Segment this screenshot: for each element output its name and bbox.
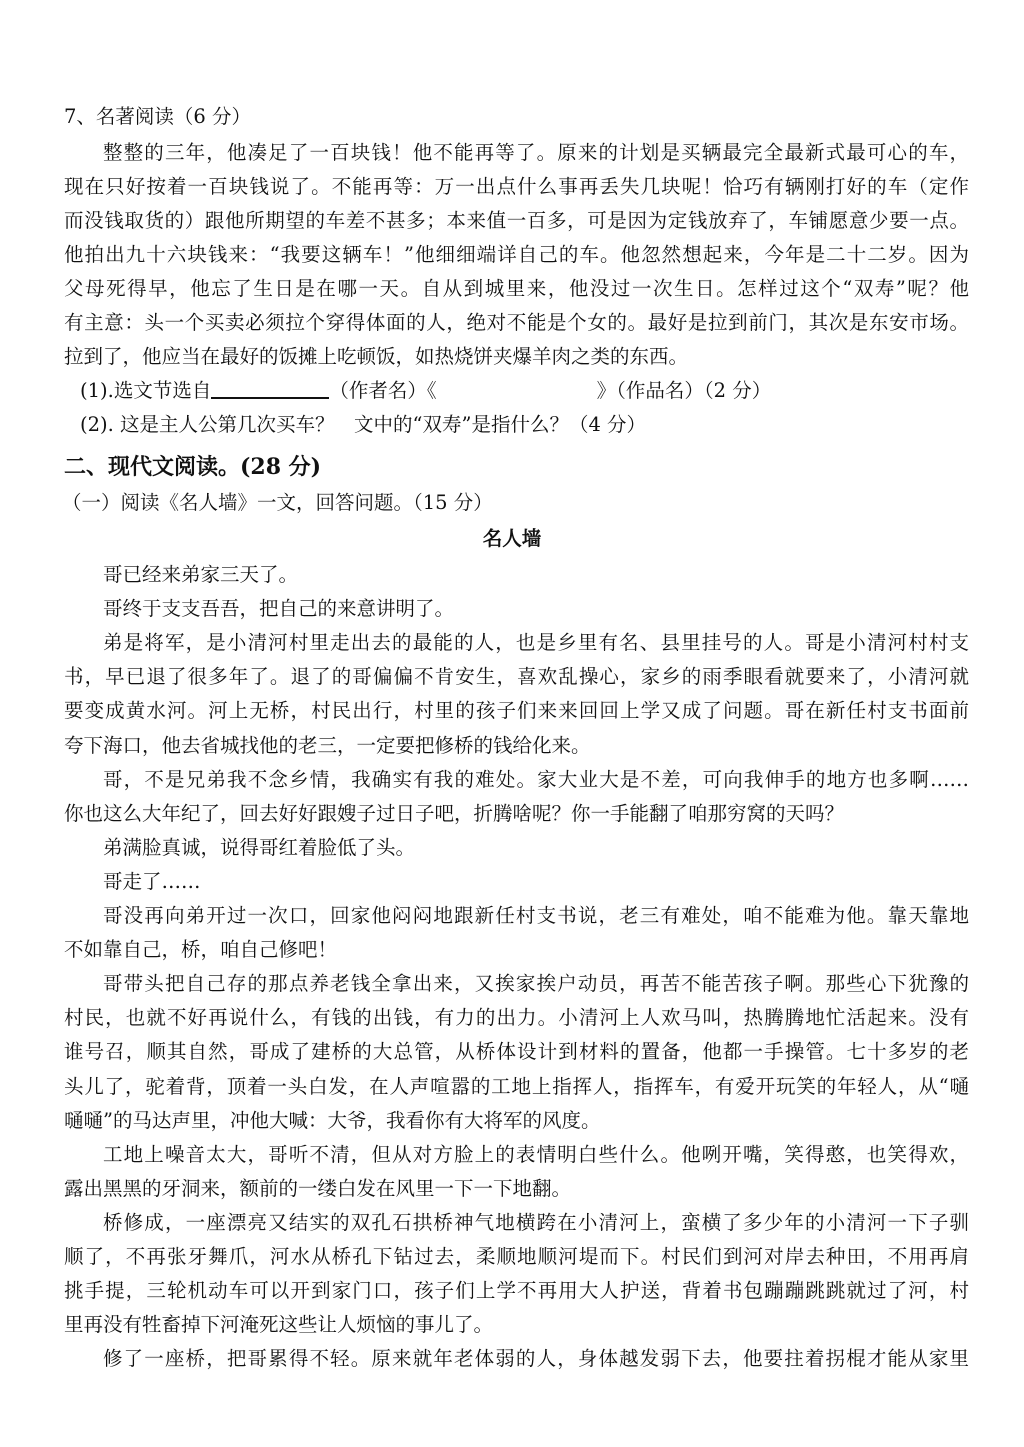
section-heading: 二、现代文阅读。(28 分) (64, 454, 322, 480)
passage-line: 现在只好按着一百块钱说了。不能再等：万一出点什么事再丢失几块呢！恰巧有辆刚打好的车（定作 (64, 175, 969, 198)
sub-question-2: (2). 这是主人公第几次买车？ 文中的“双寿”是指什么？（4 分） (80, 413, 647, 436)
sub-question-1-suffix: 》（作品名）（2 分） (596, 379, 772, 402)
story-line: 哥终于支支吾吾，把自己的来意讲明了。 (103, 597, 455, 621)
sub-question-1-middle: （作者名）《 (329, 379, 437, 402)
story-line: 谁号召，顺其自然，哥成了建桥的大总管，从桥体设计到材料的置备，他都一手操管。七十多岁的老 (64, 1040, 969, 1064)
story-line: 工地上噪音太大，哥听不清，但从对方脸上的表情明白些什么。他咧开嘴，笑得憨，也笑得欢， (103, 1142, 969, 1166)
passage-line: 他拍出九十六块钱来：“我要这辆车！”他细细端详自己的车。他忽然想起来，今年是二十二岁。因为 (64, 243, 969, 266)
passage-line: 父母死得早，他忘了生日是在哪一天。自从到城里来，他没过一次生日。怎样过这个“双寿”呢？他 (64, 277, 969, 300)
story-line: 不如靠自己，桥，咱自己修吧！ (64, 938, 338, 962)
story-line: 哥已经来弟家三天了。 (103, 563, 299, 586)
story-line: 书，早已退了很多年了。退了的哥偏偏不肯安生，喜欢乱操心，家乡的雨季眼看就要来了，小清河就 (64, 665, 969, 689)
author-answer-blank[interactable] (211, 377, 329, 399)
story-line: 弟是将军，是小清河村里走出去的最能的人，也是乡里有名、县里挂号的人。哥是小清河村村支 (103, 631, 969, 655)
story-line: 弟满脸真诚，说得哥红着脸低了头。 (103, 835, 416, 859)
story-line: 头儿了，驼着背，顶着一头白发，在人声喧嚣的工地上指挥人，指挥车，有爱开玩笑的年轻人，从“嗵 (64, 1074, 969, 1098)
story-line: 露出黑黑的牙洞来，额前的一缕白发在风里一下一下地翻。 (64, 1176, 572, 1200)
passage-line: 有主意：头一个买卖必须拉个穿得体面的人，绝对不能是个女的。最好是拉到前门，其次是东安市场。 (64, 311, 969, 334)
story-line: 你也这么大年纪了，回去好好跟嫂子过日子吧，折腾啥呢？你一手能翻了咱那穷窝的天吗？ (64, 801, 845, 825)
passage-line: 拉到了，他应当在最好的饭摊上吃顿饭，如热烧饼夹爆羊肉之类的东西。 (64, 345, 689, 368)
story-line: 桥修成，一座漂亮又结实的双孔石拱桥神气地横跨在小清河上，蛮横了多少年的小清河一下子驯 (103, 1210, 969, 1234)
story-line: 挑手提，三轮机动车可以开到家门口，孩子们上学不再用大人护送，背着书包蹦蹦跳跳就过了河，村 (64, 1279, 969, 1303)
story-line: 里再没有牲畜掉下河淹死这些让人烦恼的事儿了。 (64, 1313, 494, 1337)
sub-question-1-prefix: (1).选文节选自 (80, 379, 212, 402)
passage-line: 而没钱取货的）跟他所期望的车差不甚多；本来值一百多，可是因为定钱放弃了，车铺愿意少要一点。 (64, 209, 969, 232)
story-line: 修了一座桥，把哥累得不轻。原来就年老体弱的人，身体越发弱下去，他要拄着拐棍才能从家里 (103, 1347, 969, 1371)
story-line: 哥，不是兄弟我不念乡情，我确实有我的难处。家大业大是不差，可向我伸手的地方也多啊…… (103, 767, 969, 791)
story-line: 嗵嗵”的马达声里，冲他大喊：大爷，我看你有大将军的风度。 (64, 1108, 601, 1132)
passage-line: 整整的三年，他凑足了一百块钱！他不能再等了。原来的计划是买辆最完全最新式最可心的车， (103, 141, 969, 164)
sub-question-1 (80, 376, 960, 406)
question-7-title: 7、名著阅读（6 分） (64, 105, 252, 128)
story-line: 哥走了…… (103, 869, 201, 893)
part-1-intro: （一）阅读《名人墙》一文，回答问题。（15 分） (62, 491, 493, 514)
story-line: 哥没再向弟开过一次口，回家他闷闷地跟新任村支书说，老三有难处，咱不能难为他。靠天靠地 (103, 904, 969, 927)
story-line: 要变成黄水河。河上无桥，村民出行，村里的孩子们来来回回上学又成了问题。哥在新任村支书面前 (64, 699, 969, 723)
story-line: 哥带头把自己存的那点养老钱全拿出来，又挨家挨户动员，再苦不能苦孩子啊。那些心下犹豫的 (103, 972, 969, 996)
story-line: 夸下海口，他去省城找他的老三，一定要把修桥的钱给化来。 (64, 733, 591, 757)
story-line: 村民，也就不好再说什么，有钱的出钱，有力的出力。小清河上人欢马叫，热腾腾地忙活起来。没有 (64, 1006, 969, 1030)
story-title: 名人墙 (482, 527, 542, 550)
story-line: 顺了，不再张牙舞爪，河水从桥孔下钻过去，柔顺地顺河堤而下。村民们到河对岸去种田，不用再肩 (64, 1245, 969, 1268)
